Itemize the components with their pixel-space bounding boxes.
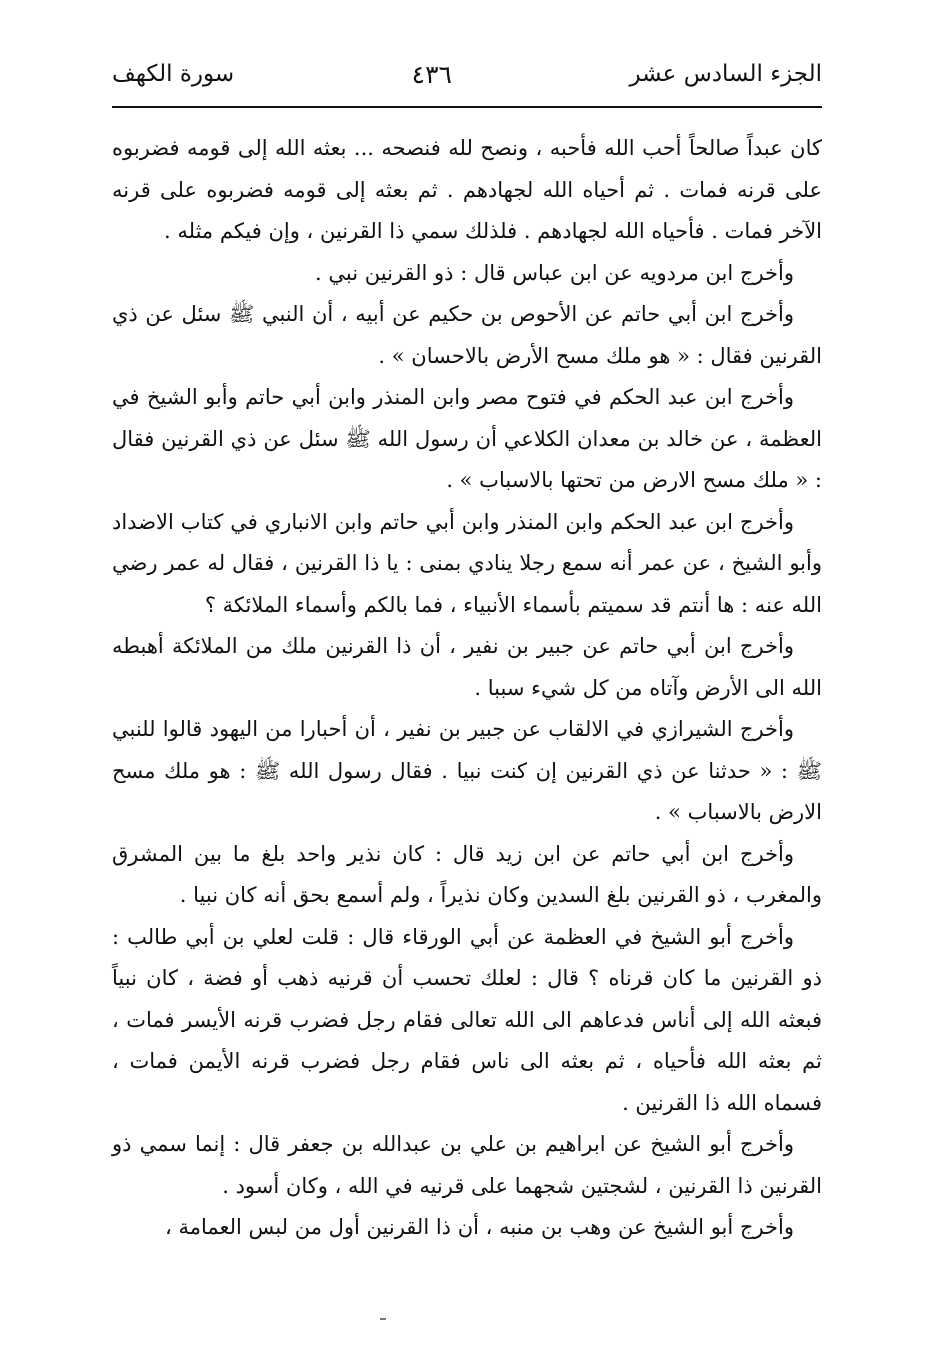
paragraph: وأخرج ابن عبد الحكم وابن المنذر وابن أبي حاتم وابن الانباري في كتاب الاضداد وأبو الشيخ ، عن عمر أنه سمع رجلا ينادي بمنى : يا ذا القرنين ، فقال له عمر رضي الله عنه : ها أنتم قد سميتم بأسماء الأنبياء ، فما بالكم وأسماء الملائكة ؟ [112, 509, 822, 617]
part-title: الجزء السادس عشر [629, 61, 822, 87]
paragraph: وأخرج الشيرازي في الالقاب عن جبير بن نفير ، أن أحبارا من اليهود قالوا للنبي ﷺ : « حدثنا عن ذي القرنين إن كنت نبيا . فقال رسول الله ﷺ : هو ملك مسح الارض بالاسباب » . [112, 717, 822, 824]
paragraph: وأخرج ابن أبي حاتم عن الأحوص بن حكيم عن أبيه ، أن النبي ﷺ سئل عن ذي القرنين فقال : « هو ملك مسح الأرض بالاحسان » . [112, 302, 822, 368]
paragraph: وأخرج أبو الشيخ عن وهب بن منبه ، أن ذا القرنين أول من لبس العمامة ، [165, 1215, 794, 1239]
paragraph: وأخرج أبو الشيخ عن ابراهيم بن علي بن عبدالله بن جعفر قال : إنما سمي ذو القرنين ذا القرنين ، لشجتين شجهما على قرنيه في الله ، وكان أسود . [112, 1132, 822, 1198]
paragraph: وأخرج ابن أبي حاتم عن جبير بن نفير ، أن ذا القرنين ملك من الملائكة أهبطه الله الى الأرض وآتاه من كل شيء سببا . [112, 634, 822, 700]
scan-mark [380, 1318, 386, 1320]
page-number: ٤٣٦ [411, 59, 452, 89]
paragraph: وأخرج ابن أبي حاتم عن ابن زيد قال : كان نذير واحد بلغ ما بين المشرق والمغرب ، ذو القرنين بلغ السدين وكان نذيراً ، ولم أسمع بحق أنه كان نبيا . [112, 841, 822, 907]
page-header [112, 52, 822, 96]
paragraph: كان عبداً صالحاً أحب الله فأحبه ، ونصح لله فنصحه ... بعثه الله إلى قومه فضربوه على قرنه فمات . ثم أحياه الله لجهادهم . ثم بعثه إلى قومه فضربوه على قرنه الآخر فمات . فأحياه الله لجهادهم . فلذلك سمي ذا القرنين ، وإن فيكم مثله . [112, 136, 822, 243]
paragraph: وأخرج ابن مردويه عن ابن عباس قال : ذو القرنين نبي . [315, 260, 794, 285]
paragraph: وأخرج ابن عبد الحكم في فتوح مصر وابن المنذر وابن أبي حاتم وأبو الشيخ في العظمة ، عن خالد بن معدان الكلاعي أن رسول الله ﷺ سئل عن ذي القرنين فقال : « ملك مسح الارض من تحتها بالاسباب » . [112, 385, 822, 492]
paragraph: وأخرج أبو الشيخ في العظمة عن أبي الورقاء قال : قلت لعلي بن أبي طالب : ذو القرنين ما كان قرناه ؟ قال : لعلك تحسب أن قرنيه ذهب أو فضة ، كان نبياً فبعثه الله إلى أناس فدعاهم الى الله تعالى فقام رجل فضرب قرنه الأيسر فمات ، ثم بعثه الله فأحياه ، ثم بعثه الى ناس فقام رجل فضرب قرنه الأيمن فمات ، فسماه الله ذا القرنين . [112, 924, 822, 1115]
surah-title: سورة الكهف [112, 61, 235, 87]
page-body [112, 128, 822, 1249]
header-divider [112, 106, 822, 108]
